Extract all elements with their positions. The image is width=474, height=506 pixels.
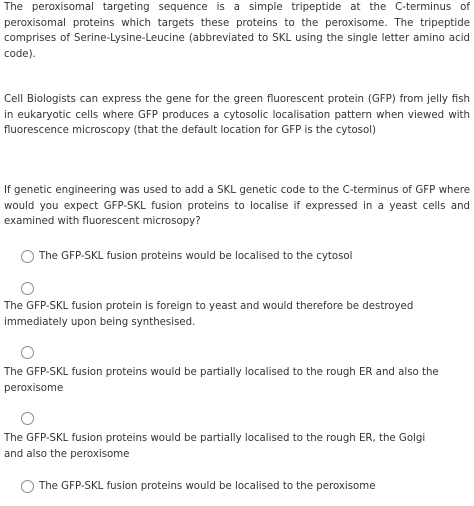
option-2-radio[interactable] (21, 282, 34, 295)
option-2-label[interactable]: The GFP-SKL fusion protein is foreign to yeast and would therefore be destroyed immediately upon being synthesised. (4, 301, 414, 328)
option-4-radio[interactable] (21, 412, 34, 425)
option-1-radio[interactable] (21, 250, 34, 263)
intro-paragraph: The peroxisomal targeting sequence is a simple tripeptide at the C-terminus of peroxisomal proteins which targets these proteins to the peroxisome. The tripeptide comprises of Serine-Lysine-Leucine (abbreviated to SKL using the single letter amino acid code). (4, 2, 470, 60)
option-4-label[interactable]: The GFP-SKL fusion proteins would be partially localised to the rough ER, the Golgi and also the peroxisome (4, 433, 426, 460)
option-5-radio[interactable] (21, 480, 34, 493)
option-5-label[interactable]: The GFP-SKL fusion proteins would be localised to the peroxisome (39, 481, 376, 492)
gfp-paragraph: Cell Biologists can express the gene for the green fluorescent protein (GFP) from jelly fish in eukaryotic cells where GFP produces a cytosolic localisation pattern when viewed with fluorescence microscopy (that the default location for GFP is the cytosol) (4, 94, 470, 136)
option-1-label[interactable]: The GFP-SKL fusion proteins would be localised to the cytosol (39, 251, 353, 262)
option-3-label[interactable]: The GFP-SKL fusion proteins would be partially localised to the rough ER and also the peroxisome (4, 367, 439, 394)
option-3-radio[interactable] (21, 346, 34, 359)
question-prompt: If genetic engineering was used to add a SKL genetic code to the C-terminus of GFP where would you expect GFP-SKL fusion proteins to localise if expressed in a yeast cells and examined with fluorescent microsopy? (4, 185, 470, 227)
